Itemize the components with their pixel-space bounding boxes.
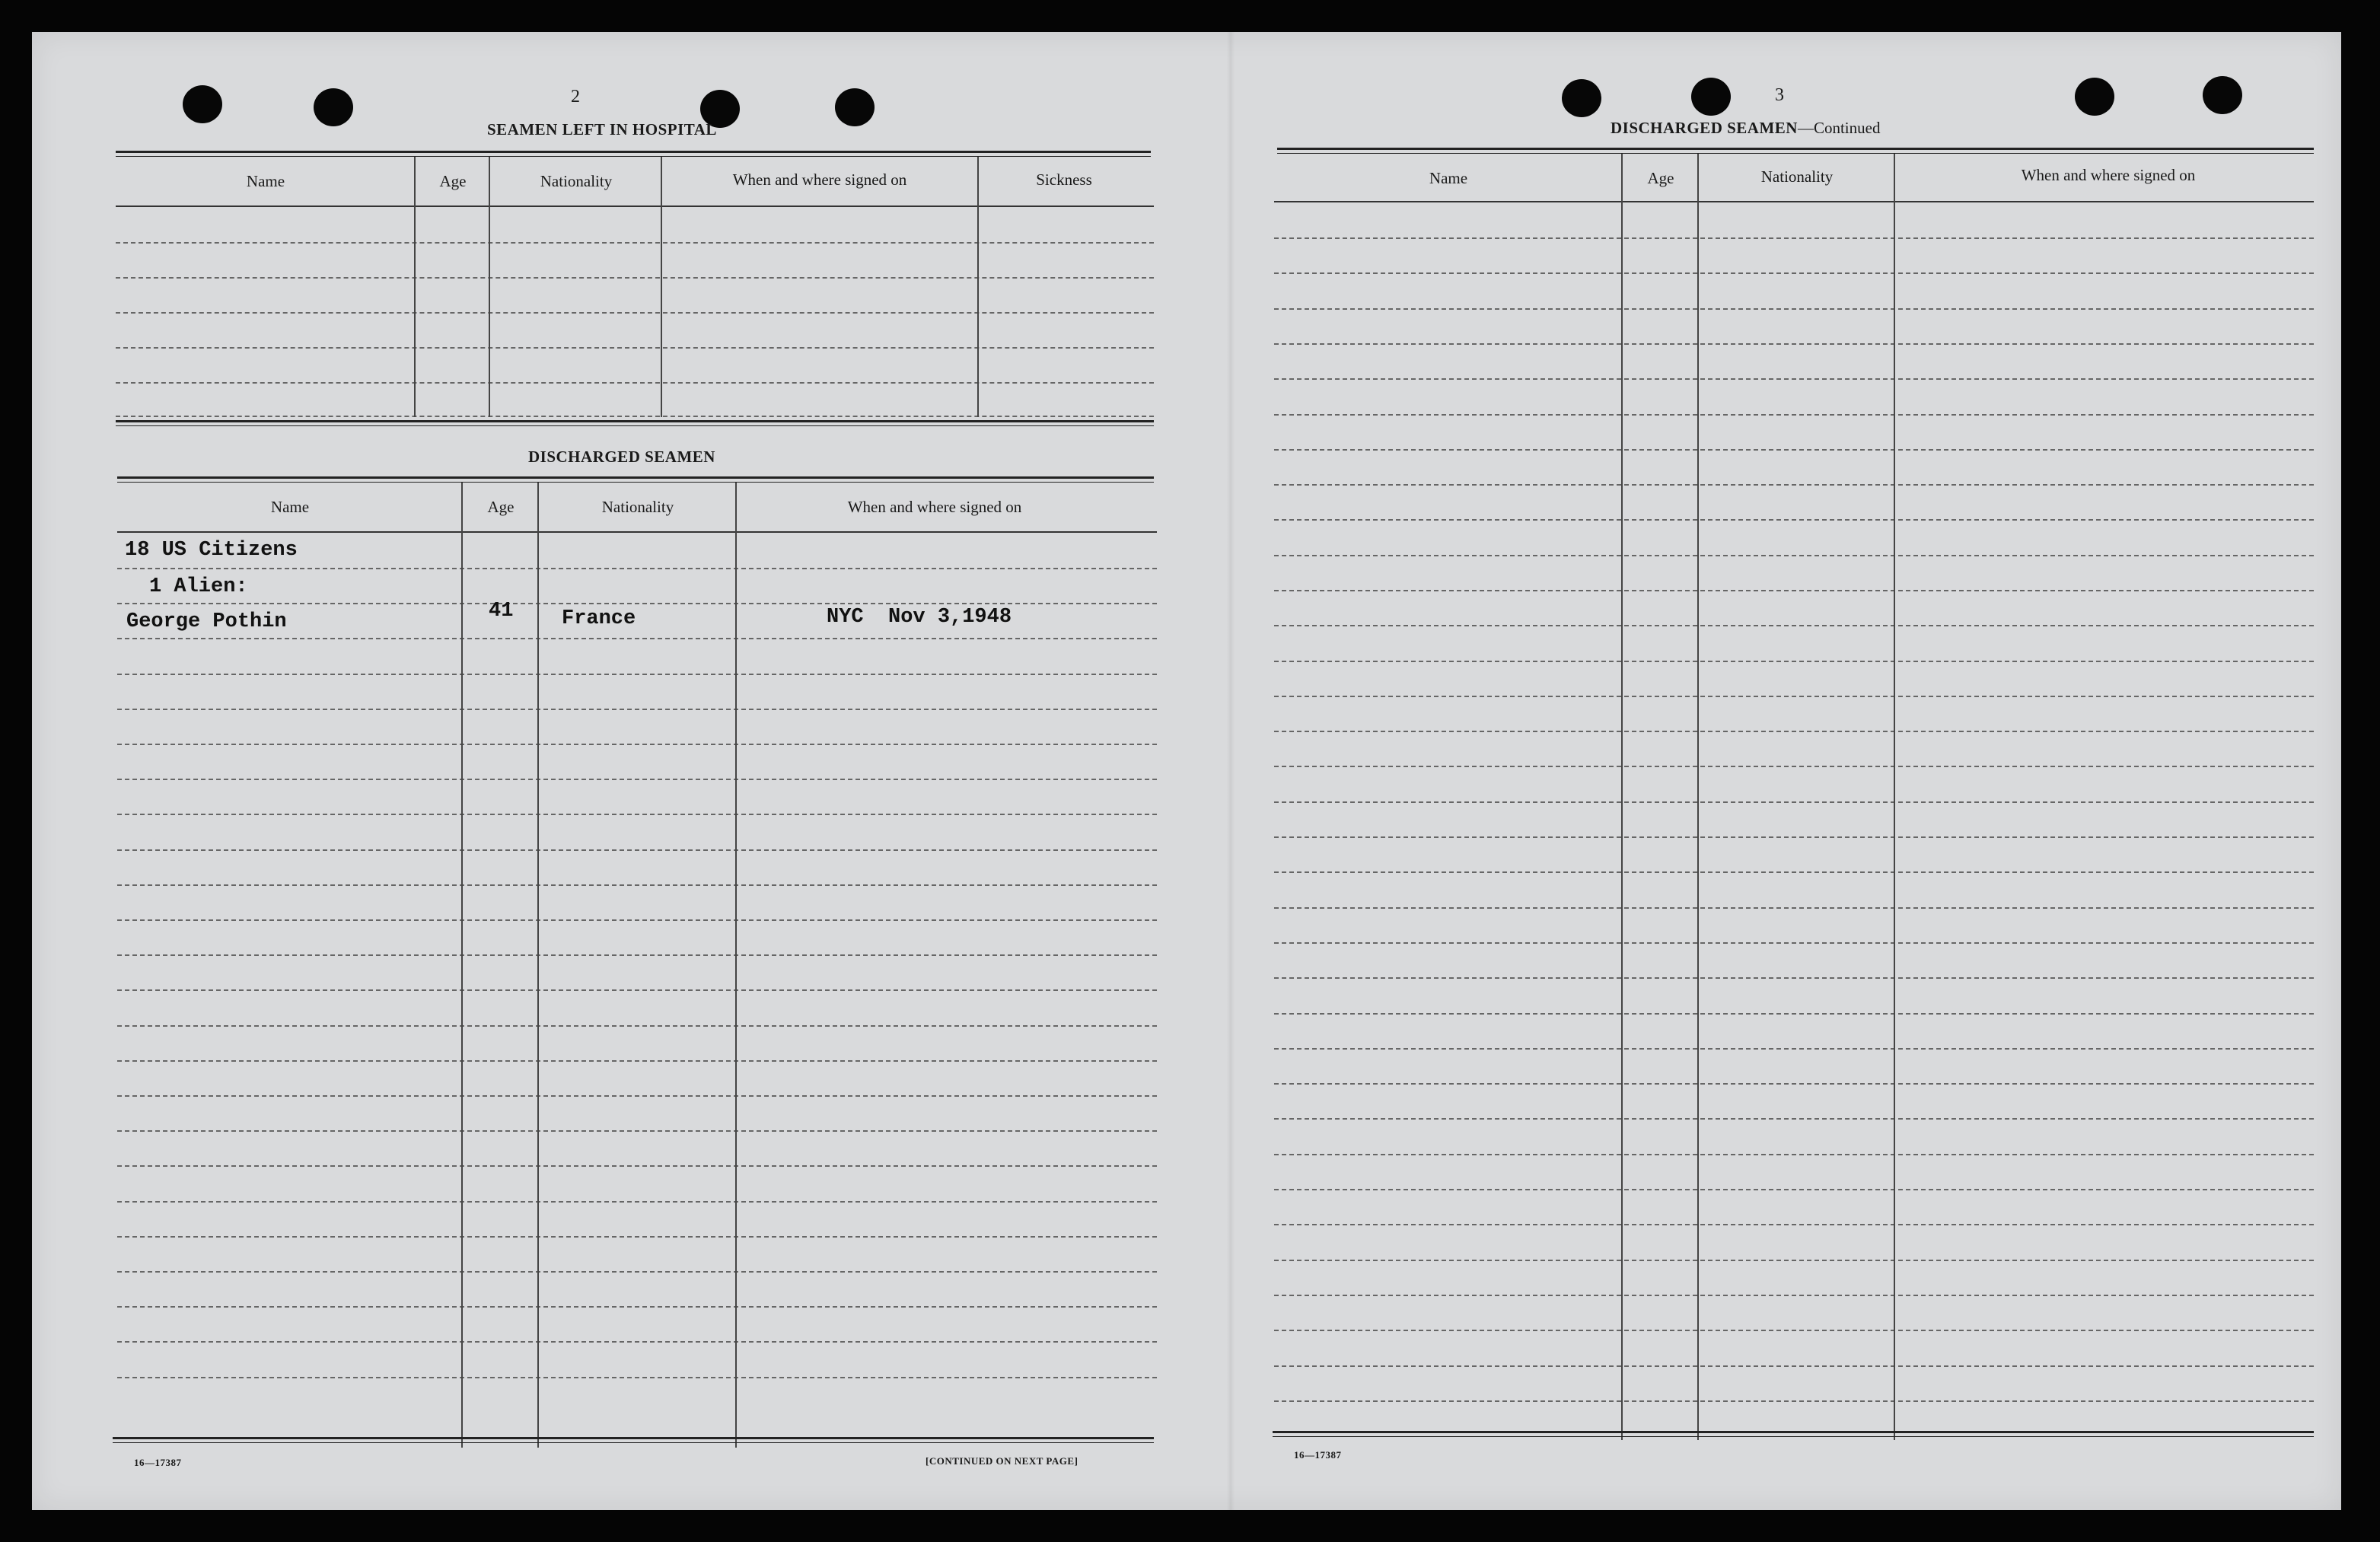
row-line [1274,237,2314,239]
row-line [1274,1013,2314,1015]
entry-us-citizens: 18 US Citizens [125,539,298,562]
hospital-header-rule [116,205,1154,207]
hospital-col-signed-on: When and where signed on [732,170,907,189]
discharged-bottom-rule [113,1437,1154,1439]
hospital-row-line [116,312,1154,314]
left-page-number: 2 [571,87,580,107]
discharged-col-divider [461,483,463,1448]
right-col-age: Age [1647,169,1674,187]
row-line [1274,343,2314,345]
row-line [117,674,1157,675]
binder-hole [314,88,353,126]
row-line [117,568,1157,569]
row-line [117,744,1157,745]
hospital-col-divider [977,157,979,417]
row-line [1274,378,2314,380]
row-line [1274,449,2314,451]
discharged-col-age: Age [487,498,515,516]
row-line [117,1060,1157,1062]
right-col-nationality: Nationality [1760,167,1834,186]
row-line [117,1165,1157,1167]
row-line [1274,1048,2314,1050]
row-line [1274,871,2314,873]
row-line [117,1377,1157,1378]
hospital-row-line [116,382,1154,384]
right-col-divider [1894,154,1895,1440]
row-line [1274,484,2314,486]
row-line [1274,661,2314,662]
row-line [1274,1260,2314,1261]
row-line [1274,590,2314,591]
row-line [117,1095,1157,1097]
right-section-title [1611,119,1880,138]
hospital-col-age: Age [439,172,467,190]
row-line [1274,801,2314,803]
hospital-col-name: Name [246,172,285,190]
hospital-col-divider [414,157,416,417]
row-line [1274,1083,2314,1085]
hospital-row-line [116,277,1154,279]
continued-note: [CONTINUED ON NEXT PAGE] [926,1455,1078,1467]
right-bottom-rule [1273,1431,2314,1433]
row-line [1274,1118,2314,1120]
row-line [117,709,1157,710]
discharged-header-rule [117,531,1157,533]
row-line [117,1025,1157,1027]
row-line [1274,1189,2314,1190]
right-title-main: DISCHARGED SEAMEN [1611,119,1798,137]
right-page-number: 3 [1775,85,1784,105]
row-line [1274,1400,2314,1402]
row-line [1274,555,2314,556]
entry-seaman-signed-on: NYC Nov 3,1948 [827,606,1012,629]
row-line [117,779,1157,780]
binder-hole [1691,78,1731,116]
row-line [1274,1295,2314,1296]
row-line [117,1201,1157,1203]
right-col-divider [1621,154,1623,1440]
discharged-col-divider [537,483,539,1448]
entry-seaman-nationality: France [562,607,636,630]
row-line [117,849,1157,851]
page-fold [1227,32,1235,1510]
row-line [1274,731,2314,732]
row-line [1274,1330,2314,1331]
row-line [117,1341,1157,1343]
hospital-col-sickness: Sickness [1036,170,1092,189]
right-header-rule [1274,201,2314,202]
row-line [1274,519,2314,521]
right-col-divider [1697,154,1699,1440]
row-line [117,814,1157,815]
row-line [1274,625,2314,626]
row-line [117,638,1157,639]
row-line [1274,942,2314,944]
binder-hole [835,88,875,126]
hospital-bottom-rule [116,420,1154,422]
discharged-col-nationality: Nationality [601,498,674,516]
hospital-top-rule [116,151,1151,153]
right-form-number: 16—17387 [1294,1449,1342,1461]
row-line [1274,766,2314,767]
row-line [117,1306,1157,1308]
entry-seaman-name: George Pothin [126,610,287,633]
row-line [1274,1365,2314,1367]
row-line [117,1271,1157,1273]
row-line [117,954,1157,956]
discharged-col-divider [735,483,737,1448]
row-line [1274,836,2314,838]
discharged-col-signed-on: When and where signed on [847,498,1022,516]
row-line [1274,1224,2314,1225]
hospital-row-line [116,416,1154,417]
row-line [1274,1154,2314,1155]
right-top-rule [1277,148,2314,150]
hospital-col-divider [489,157,490,417]
right-title-suffix: —Continued [1797,119,1881,137]
entry-seaman-age: 41 [489,600,514,623]
right-col-signed-on: When and where signed on [2021,166,2196,184]
binder-hole [2075,78,2114,116]
discharged-section-title: DISCHARGED SEAMEN [528,448,715,466]
right-col-name: Name [1429,169,1468,187]
row-line [117,884,1157,886]
hospital-row-line [116,347,1154,349]
row-line [1274,907,2314,909]
row-line [117,989,1157,991]
hospital-row-line [116,242,1154,244]
hospital-col-nationality: Nationality [540,172,613,190]
binder-hole [1562,79,1601,117]
row-line [117,603,1157,604]
binder-hole [2203,76,2242,114]
row-line [1274,272,2314,274]
row-line [1274,414,2314,416]
row-line [117,1236,1157,1238]
row-line [117,919,1157,921]
row-line [1274,308,2314,310]
entry-alien-count: 1 Alien: [149,575,248,598]
document-sheet [32,32,2341,1510]
discharged-top-rule [117,476,1154,479]
row-line [1274,977,2314,979]
row-line [117,1130,1157,1132]
row-line [1274,696,2314,697]
hospital-col-divider [661,157,662,417]
binder-hole [183,85,222,123]
discharged-col-name: Name [270,498,310,516]
left-form-number: 16—17387 [134,1457,182,1468]
hospital-section-title: SEAMEN LEFT IN HOSPITAL [487,120,717,139]
